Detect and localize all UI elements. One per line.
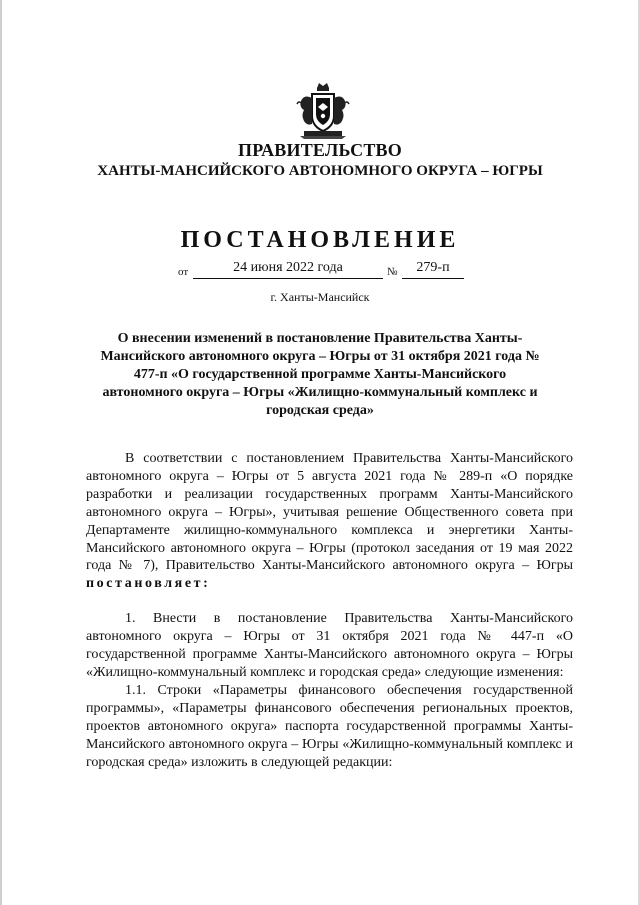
- paragraph-item-1: 1. Внести в постановление Правительства Ханты-Мансийского автономного округа – Югры от 31 октября 2021 года № 447-п «О государственной программе Ханты-Мансийского автономного округа – Югры «Жилищно-коммунальный комплекс и городская среда» следующие изменения:: [86, 611, 573, 680]
- paragraph-item-1-1: 1.1. Строки «Параметры финансового обеспечения государственной программы», «Параметры финансового обеспечения региональных проектов, проектов автономного округа» паспорта государственной программы Ханты-Мансийского автономного округа – Югры «Жилищно-коммунальный комплекс и городская среда» изложить в следующей редакции:: [86, 682, 573, 770]
- region-title: ХАНТЫ-МАНСИЙСКОГО АВТОНОМНОГО ОКРУГА – ЮГРЫ: [97, 163, 543, 179]
- document-number: 279-п: [416, 260, 450, 275]
- number-label: №: [387, 266, 398, 278]
- document-subject: О внесении изменений в постановление Правительства Ханты-Мансийского автономного округа – Югры от 31 октября 2021 года № 477-п «О государственной программе Ханты-Мансийского автономного округа – Югры «Жилищно-коммунальный комплекс и городская среда»: [100, 331, 540, 418]
- scan-edge-left: [0, 0, 2, 905]
- document-body: [86, 450, 573, 771]
- city: г. Ханты-Мансийск: [270, 290, 370, 304]
- preamble-text: В соответствии с постановлением Правительства Ханты-Мансийского автономного округа – Югры от 5 августа 2021 года № 289-п «О порядке разработки и реализации государственных программ Ханты-Мансийского автономного округа – Югры», учитывая решение Общественного совета при Департаменте жилищно-коммунального комплекса и энергетики Ханты-Мансийского автономного округа – Югры (протокол заседания от 19 мая 2022 года № 7), Правительство Ханты-Мансийского автономного округа – Югры: [86, 451, 573, 574]
- government-title: ПРАВИТЕЛЬСТВО: [238, 140, 402, 160]
- coat-of-arms-icon: [295, 80, 351, 140]
- paragraph-preamble: [86, 450, 573, 593]
- document-meta: [0, 260, 640, 282]
- number-underline: [402, 278, 464, 279]
- document-type: ПОСТАНОВЛЕНИЕ: [180, 227, 460, 253]
- date-label: от: [178, 266, 189, 278]
- resolves-keyword: постановляет:: [86, 576, 211, 592]
- date-underline: [193, 278, 383, 279]
- document-date: 24 июня 2022 года: [233, 260, 343, 275]
